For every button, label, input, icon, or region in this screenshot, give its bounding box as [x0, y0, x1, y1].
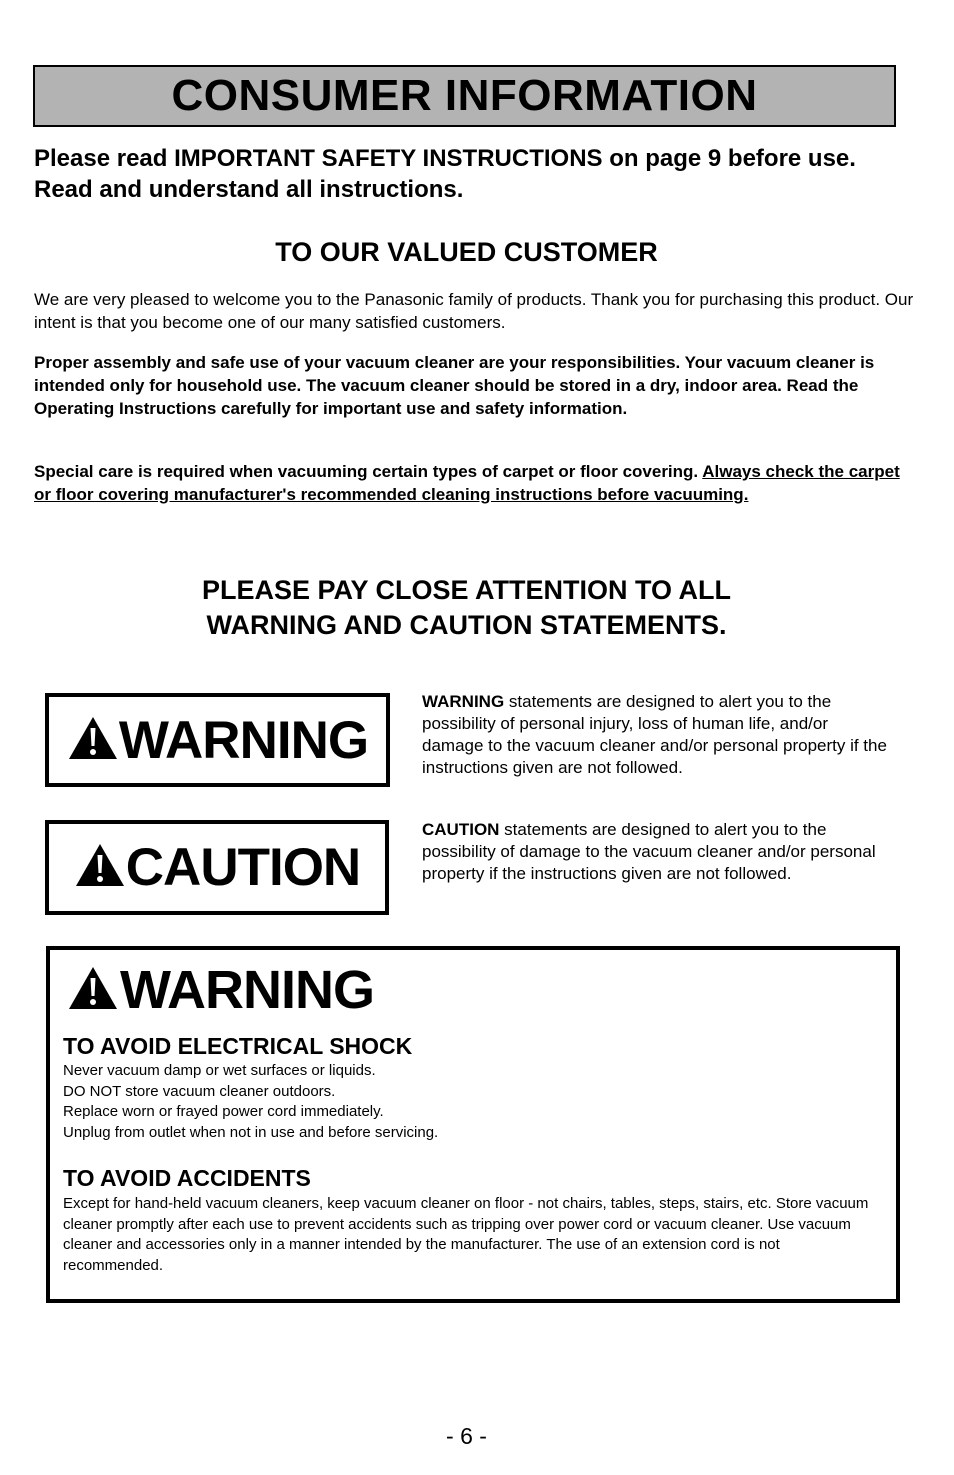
attention-line-1: PLEASE PAY CLOSE ATTENTION TO ALL — [201, 575, 732, 605]
accidents-heading: TO AVOID ACCIDENTS — [63, 1165, 311, 1191]
caution-description — [422, 819, 892, 885]
caution-signal-box — [45, 820, 389, 915]
electrical-shock-list — [63, 1061, 883, 1143]
caution-signal-word: CAUTION — [125, 838, 361, 897]
warning-lead: WARNING — [422, 692, 505, 711]
warning-panel-signal — [66, 960, 374, 1020]
warning-signal-box — [45, 693, 390, 787]
special-care-text: Special care is required when vacuuming certain types of carpet or floor covering. — [34, 462, 703, 481]
list-item: Never vacuum damp or wet surfaces or liquids. — [63, 1062, 376, 1079]
accidents-text: Except for hand-held vacuum cleaners, keep vacuum cleaner on floor - not chairs, tables, steps, stairs, etc. Store vacuum cleaner promptly after each use to prevent accidents such as tripping over power cord or vacuum cleaner. Use vacuum cleaner and accessories only in a manner intended by the manufacturer. The use of an extension cord is not recommended. — [63, 1195, 869, 1274]
intro-note: Please read IMPORTANT SAFETY INSTRUCTIONS on page 9 before use. Read and understand all instructions. — [34, 145, 856, 203]
electrical-shock-heading: TO AVOID ELECTRICAL SHOCK — [63, 1033, 413, 1059]
attention-heading — [0, 573, 933, 643]
customer-heading: TO OUR VALUED CUSTOMER — [275, 237, 658, 267]
caution-triangle-icon — [74, 842, 126, 893]
attention-line-2: WARNING AND CAUTION STATEMENTS. — [206, 610, 727, 640]
title-banner — [33, 65, 896, 127]
page-number: - 6 - — [446, 1423, 487, 1449]
caution-description-text: statements are designed to alert you to the possibility of damage to the vacuum cleaner and/or personal property if the instructions given are not followed. — [422, 820, 876, 883]
warning-description-text: statements are designed to alert you to the possibility of personal injury, loss of human life, and/or damage to the vacuum cleaner and/or personal property if the instructions given are not followed. — [422, 692, 887, 777]
special-care-underlined: Always check the carpet or floor covering manufacturer's recommended cleaning instructions before vacuuming. — [34, 462, 900, 504]
welcome-paragraph: We are very pleased to welcome you to the Panasonic family of products. Thank you for purchasing this product. Our intent is that you become one of our many satisfied customers. — [34, 290, 914, 332]
warning-description — [422, 691, 892, 779]
page-title: CONSUMER INFORMATION — [171, 71, 758, 120]
list-item: DO NOT store vacuum cleaner outdoors. — [63, 1082, 336, 1100]
warning-panel-word: WARNING — [120, 960, 374, 1020]
warning-triangle-icon — [66, 965, 120, 1016]
warning-triangle-icon — [67, 715, 119, 766]
special-care-paragraph — [34, 460, 914, 506]
list-item: Unplug from outlet when not in use and before servicing. — [63, 1123, 439, 1141]
caution-lead: CAUTION — [422, 820, 500, 839]
responsibility-paragraph: Proper assembly and safe use of your vacuum cleaner are your responsibilities. Your vacuum cleaner is intended only for household use. The vacuum cleaner should be stored in a dry, indoor area. Read the Operating Instructions carefully for important use and safety information. — [34, 353, 875, 418]
list-item: Replace worn or frayed power cord immediately. — [63, 1103, 384, 1120]
warning-signal-word: WARNING — [118, 710, 369, 770]
